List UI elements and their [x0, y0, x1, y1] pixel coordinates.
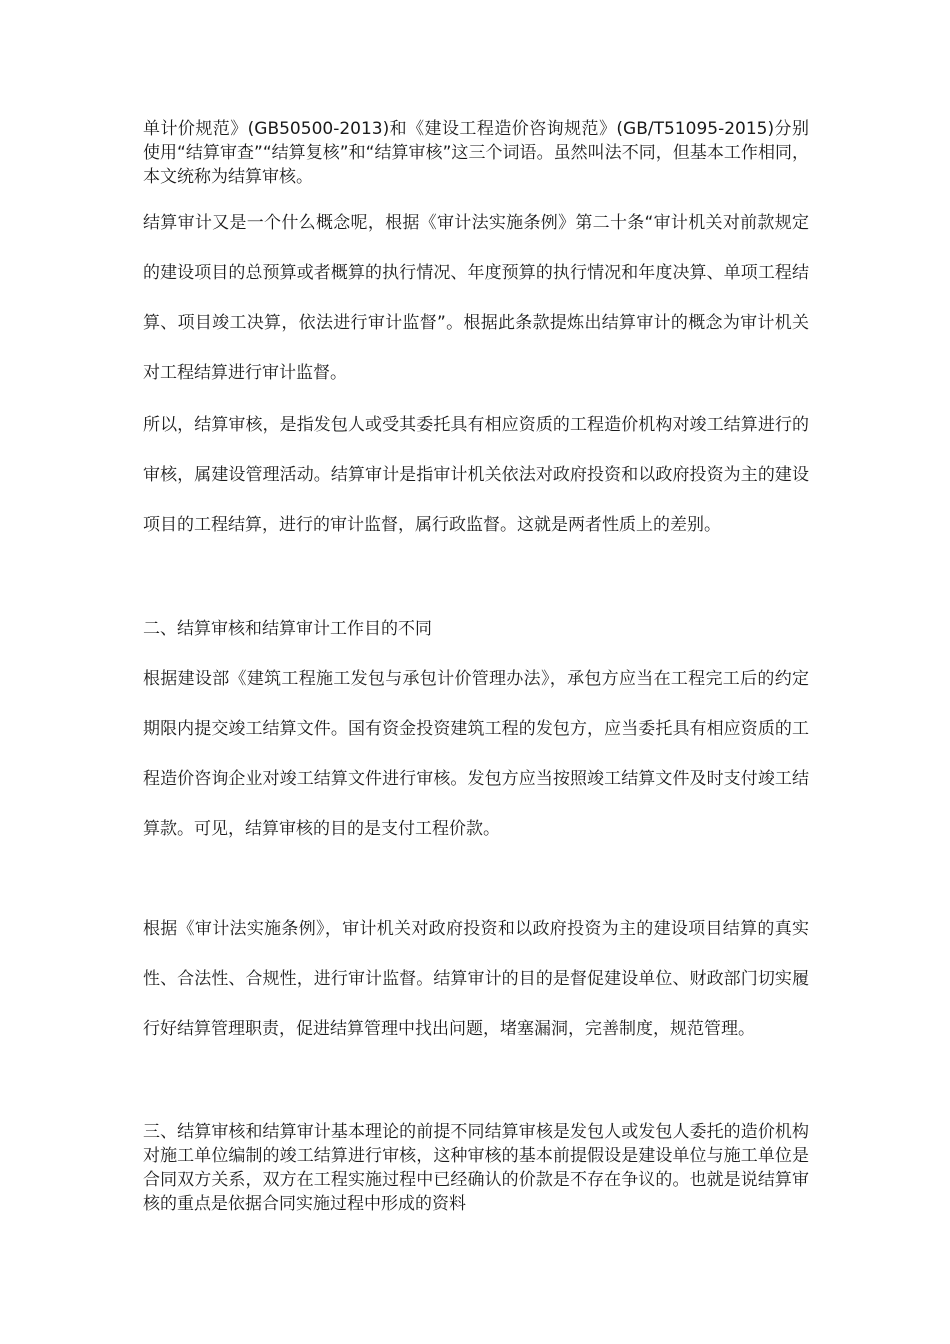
section-heading-2: 二、结算审核和结算审计工作目的不同 — [143, 619, 432, 639]
paragraph-1: 单计价规范》(GB50500-2013)和《建设工程造价咨询规范》(GB/T51095-2015)分别使用“结算审查”“结算复核”和“结算审核”这三个词语。虽然叫法不同，但基本工作相同，本文统称为结算审核。 — [143, 119, 809, 187]
paragraph-5: 根据《审计法实施条例》，审计机关对政府投资和以政府投资为主的建设项目结算的真实性、合法性、合规性，进行审计监督。结算审计的目的是督促建设单位、财政部门切实履行好结算管理职责，促进结算管理中找出问题，堵塞漏洞，完善制度，规范管理。 — [143, 919, 809, 1039]
paragraph-2: 结算审计又是一个什么概念呢，根据《审计法实施条例》第二十条“审计机关对前款规定的建设项目的总预算或者概算的执行情况、年度预算的执行情况和年度决算、单项工程结算、项目竣工决算，依法进行审计监督”。根据此条款提炼出结算审计的概念为审计机关对工程结算进行审计监督。 — [143, 213, 809, 383]
paragraph-4: 根据建设部《建筑工程施工发包与承包计价管理办法》，承包方应当在工程完工后的约定期限内提交竣工结算文件。国有资金投资建筑工程的发包方，应当委托具有相应资质的工程造价咨询企业对竣工结算文件进行审核。发包方应当按照竣工结算文件及时支付竣工结算款。可见，结算审核的目的是支付工程价款。 — [143, 669, 809, 839]
paragraph-6: 三、结算审核和结算审计基本理论的前提不同结算审核是发包人或发包人委托的造价机构对施工单位编制的竣工结算进行审核，这种审核的基本前提假设是建设单位与施工单位是合同双方关系，双方在工程实施过程中已经确认的价款是不存在争议的。也就是说结算审核的重点是依据合同实施过程中形成的资料 — [143, 1122, 809, 1214]
paragraph-3: 所以，结算审核，是指发包人或受其委托具有相应资质的工程造价机构对竣工结算进行的审核，属建设管理活动。结算审计是指审计机关依法对政府投资和以政府投资为主的建设项目的工程结算，进行的审计监督，属行政监督。这就是两者性质上的差别。 — [143, 415, 809, 535]
